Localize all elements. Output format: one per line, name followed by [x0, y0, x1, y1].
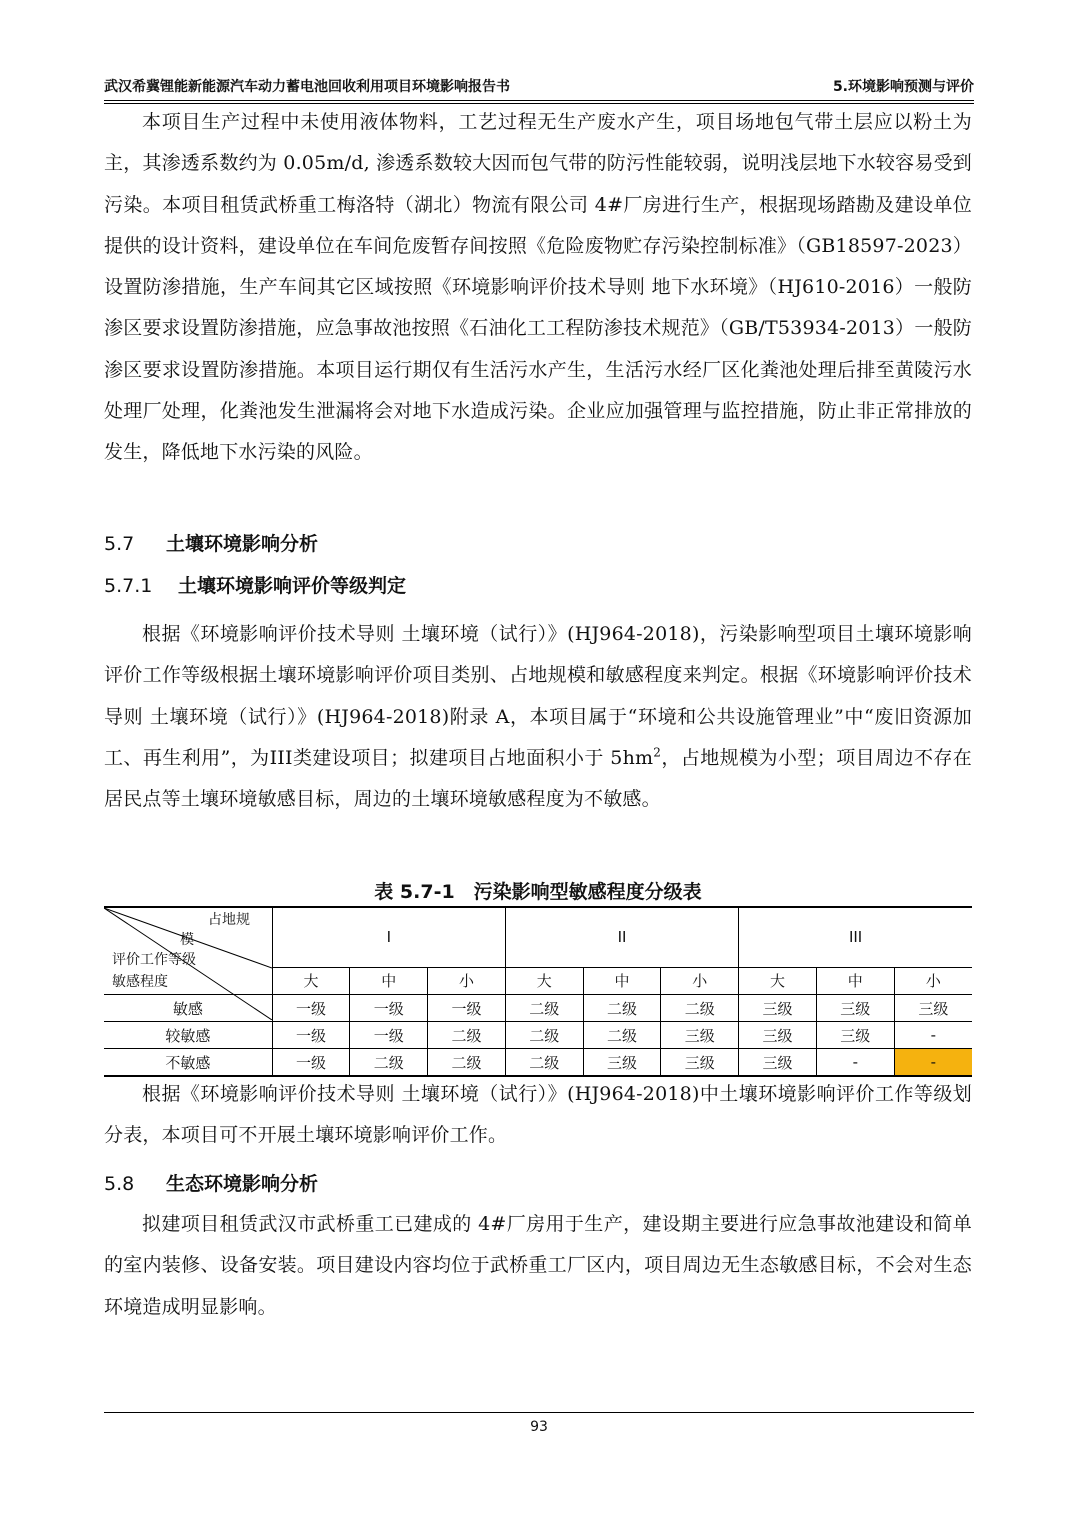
size-header: 大 [505, 967, 583, 994]
table-cell: 二级 [350, 1049, 428, 1077]
group-header: I [272, 907, 505, 967]
highlighted-cell: - [894, 1049, 972, 1077]
section-number: 5.8 [104, 1173, 135, 1195]
corner-label-grade: 评价工作等级 [112, 952, 196, 968]
paragraph-soil-grade [104, 614, 972, 820]
paragraph-groundwater: 本项目生产过程中未使用液体物料，工艺过程无生产废水产生，项目场地包气带土层应以粉土为主，其渗透系数约为 0.05m/d, 渗透系数较大因而包气带的防污性能较弱，说明浅层地下水较容易受到污染。本项目租赁武桥重工梅洛特（湖北）物流有限公司 4#厂房进行生产，根据现场踏勘及建设单位提供的设计资料，建设单位在车间危废暂存间按照《危险废物贮存污染控制标准》（GB18597-2023）设置防渗措施，生产车间其它区域按照《环境影响评价技术导则 地下水环境》（HJ610-2016）一般防渗区要求设置防渗措施，应急事故池按照《石油化工工程防渗技术规范》（GB/T53934-2013）一般防渗区要求设置防渗措施。本项目运行期仅有生活污水产生，生活污水经厂区化粪池处理后排至黄陵污水处理厂处理，化粪池发生泄漏将会对地下水造成污染。企业应加强管理与监控措施，防止非正常排放的发生，降低地下水污染的风险。 [104, 111, 972, 464]
group-header: III [739, 907, 972, 967]
table-cell: 二级 [505, 1022, 583, 1049]
table-cell: 三级 [583, 1049, 661, 1077]
row-label: 较敏感 [104, 1022, 272, 1049]
table-caption: 表 5.7-1 污染影响型敏感程度分级表 [374, 881, 702, 903]
paragraph-text: ，占地规模为小型；项目周边不存在居民点等土壤环境敏感目标，周边的土壤环境敏感程度为不敏感。 [104, 746, 973, 811]
size-header: 中 [583, 967, 661, 994]
table-cell: - [816, 1049, 894, 1077]
section-number: 5.7 [104, 533, 135, 555]
table-cell: 一级 [272, 995, 350, 1022]
table-cell: 一级 [272, 1022, 350, 1049]
table-cell: 二级 [661, 995, 739, 1022]
section-heading-5-8 [104, 1170, 318, 1198]
header-chapter-title: 5.环境影响预测与评价 [832, 79, 974, 95]
paragraph-text: 根据《环境影响评价技术导则 土壤环境（试行）》(HJ964-2018)，污染影响型项目土壤环境影响评价工作等级根据土壤环境影响评价项目类别、占地规模和敏感程度来判定。根据《环境影响评价技术导则 土壤环境（试行）》(HJ964-2018)附录 A，本项目属于“环境和公共设施管理业”中“废旧资源加工、再生利用”，为III类建设项目；拟建项目占地面积小于 5hm [104, 623, 972, 769]
paragraph-ecology: 拟建项目租赁武汉市武桥重工已建成的 4#厂房用于生产，建设期主要进行应急事故池建设和简单的室内装修、设备安装。项目建设内容均位于武桥重工厂区内，项目周边无生态敏感目标，不会对生态环境造成明显影响。 [104, 1213, 972, 1318]
paragraph-soil-conclusion: 根据《环境影响评价技术导则 土壤环境（试行）》(HJ964-2018)中土壤环境影响评价工作等级划分表，本项目可不开展土壤环境影响评价工作。 [104, 1083, 972, 1147]
section-number: 5.7.1 [104, 575, 153, 597]
page-header [104, 76, 974, 101]
table-cell: 二级 [428, 1049, 506, 1077]
row-label: 不敏感 [104, 1049, 272, 1077]
table-cell: 三级 [661, 1049, 739, 1077]
page-footer [104, 1412, 974, 1435]
table-cell: 三级 [816, 995, 894, 1022]
table-cell: 一级 [272, 1049, 350, 1077]
group-header: II [505, 907, 738, 967]
page-number: 93 [530, 1419, 548, 1435]
size-header: 大 [272, 967, 350, 994]
size-header: 小 [428, 967, 506, 994]
size-header: 中 [350, 967, 428, 994]
size-header: 小 [661, 967, 739, 994]
corner-label-size-cont: 模 [180, 932, 194, 948]
section-title: 土壤环境影响评价等级判定 [178, 575, 407, 597]
table-cell: 三级 [739, 1022, 817, 1049]
row-label: 敏感 [104, 995, 272, 1022]
corner-label-sensitivity: 敏感程度 [112, 974, 168, 990]
section-heading-5-7 [104, 530, 318, 558]
table-cell: 一级 [350, 1022, 428, 1049]
table-cell: 三级 [894, 995, 972, 1022]
table-row [104, 1049, 972, 1077]
section-title: 土壤环境影响分析 [166, 533, 319, 555]
table-row [104, 1022, 972, 1049]
table-cell: 二级 [505, 1049, 583, 1077]
table-cell: 三级 [739, 995, 817, 1022]
superscript: 2 [653, 745, 662, 760]
section-title: 生态环境影响分析 [166, 1173, 319, 1195]
table-cell: - [894, 1022, 972, 1049]
table-cell: 二级 [505, 995, 583, 1022]
header-document-title: 武汉希冀锂能新能源汽车动力蓄电池回收利用项目环境影响报告书 [104, 79, 510, 95]
table-cell: 三级 [739, 1049, 817, 1077]
table-cell: 一级 [428, 995, 506, 1022]
sensitivity-grade-table [104, 906, 972, 1077]
table-cell: 二级 [428, 1022, 506, 1049]
table-corner-header [104, 907, 272, 995]
size-header: 小 [894, 967, 972, 994]
table-cell: 二级 [583, 1022, 661, 1049]
section-heading-5-7-1 [104, 572, 406, 600]
table-cell: 一级 [350, 995, 428, 1022]
size-header: 中 [816, 967, 894, 994]
corner-label-size: 占地规 [208, 912, 250, 928]
size-header: 大 [739, 967, 817, 994]
table-cell: 三级 [661, 1022, 739, 1049]
table-cell: 三级 [816, 1022, 894, 1049]
table-cell: 二级 [583, 995, 661, 1022]
